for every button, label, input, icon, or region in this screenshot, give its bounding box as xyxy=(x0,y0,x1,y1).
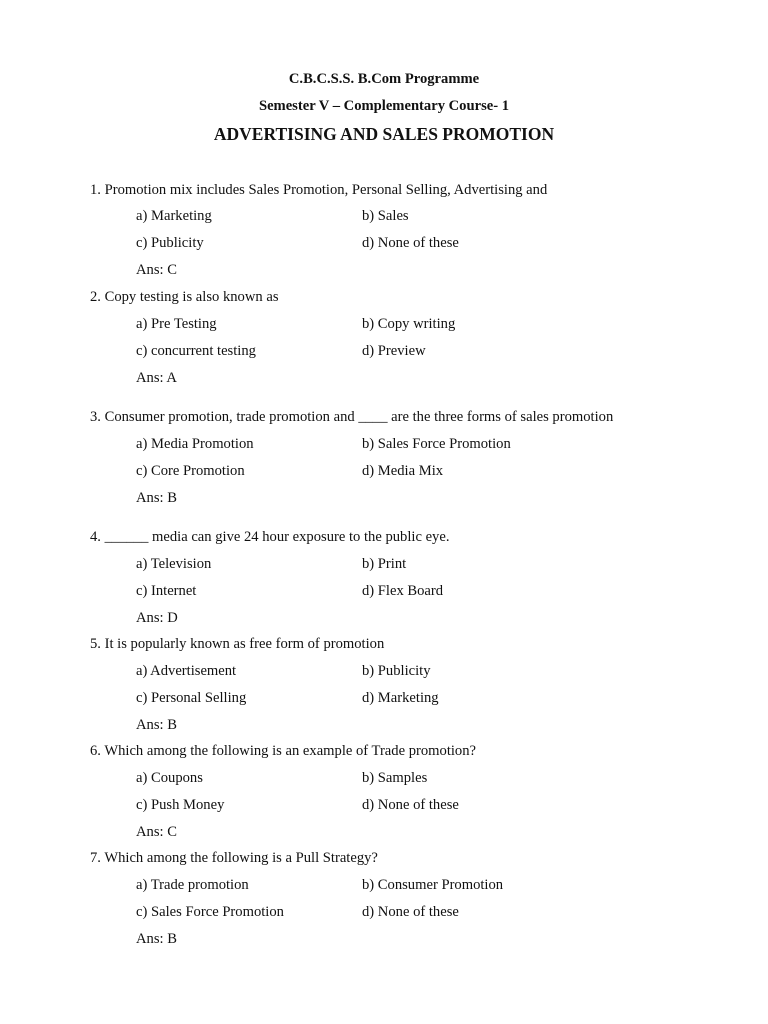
answer-key: Ans: C xyxy=(136,262,177,278)
option-c: c) Publicity xyxy=(136,235,204,251)
option-c: c) Core Promotion xyxy=(136,463,245,479)
option-a: a) Marketing xyxy=(136,208,212,224)
answer-key: Ans: D xyxy=(136,610,178,626)
answer-key: Ans: B xyxy=(136,717,177,733)
option-d: d) Flex Board xyxy=(362,583,444,599)
option-c: c) Internet xyxy=(136,583,197,599)
question-text: 5. It is popularly known as free form of promotion xyxy=(90,636,385,652)
option-b: b) Print xyxy=(362,556,407,572)
option-d: d) Preview xyxy=(362,343,426,359)
answer-key: Ans: A xyxy=(136,370,177,386)
option-b: b) Consumer Promotion xyxy=(362,877,504,893)
question-text: 3. Consumer promotion, trade promotion and ____ are the three forms of sales promotion xyxy=(90,409,614,425)
question-text: 2. Copy testing is also known as xyxy=(90,289,279,305)
option-b: b) Sales Force Promotion xyxy=(362,436,511,452)
option-d: d) Marketing xyxy=(362,690,439,706)
programme-heading: C.B.C.S.S. B.Com Programme xyxy=(288,71,480,87)
option-d: d) Media Mix xyxy=(362,463,444,479)
option-b: b) Publicity xyxy=(362,663,431,679)
option-a: a) Pre Testing xyxy=(136,316,217,332)
question-text: 7. Which among the following is a Pull Strategy? xyxy=(90,850,378,866)
answer-key: Ans: B xyxy=(136,931,177,947)
option-c: c) concurrent testing xyxy=(136,343,256,359)
answer-key: Ans: B xyxy=(136,490,177,506)
document-title: ADVERTISING AND SALES PROMOTION xyxy=(213,124,555,144)
answer-key: Ans: C xyxy=(136,824,177,840)
option-a: a) Advertisement xyxy=(136,663,237,679)
option-d: d) None of these xyxy=(362,797,459,813)
option-d: d) None of these xyxy=(362,904,459,920)
option-c: c) Push Money xyxy=(136,797,225,813)
option-d: d) None of these xyxy=(362,235,459,251)
option-c: c) Personal Selling xyxy=(136,690,247,706)
option-a: a) Television xyxy=(136,556,212,572)
option-c: c) Sales Force Promotion xyxy=(136,904,284,920)
question-text: 4. ______ media can give 24 hour exposure to the public eye. xyxy=(90,529,450,545)
option-a: a) Coupons xyxy=(136,770,203,786)
option-a: a) Media Promotion xyxy=(136,436,254,452)
option-a: a) Trade promotion xyxy=(136,877,249,893)
option-b: b) Copy writing xyxy=(362,316,456,332)
option-b: b) Samples xyxy=(362,770,428,786)
option-b: b) Sales xyxy=(362,208,409,224)
question-text: 1. Promotion mix includes Sales Promotion, Personal Selling, Advertising and xyxy=(90,182,548,198)
question-text: 6. Which among the following is an example of Trade promotion? xyxy=(90,743,476,759)
semester-heading: Semester V – Complementary Course- 1 xyxy=(258,98,510,114)
